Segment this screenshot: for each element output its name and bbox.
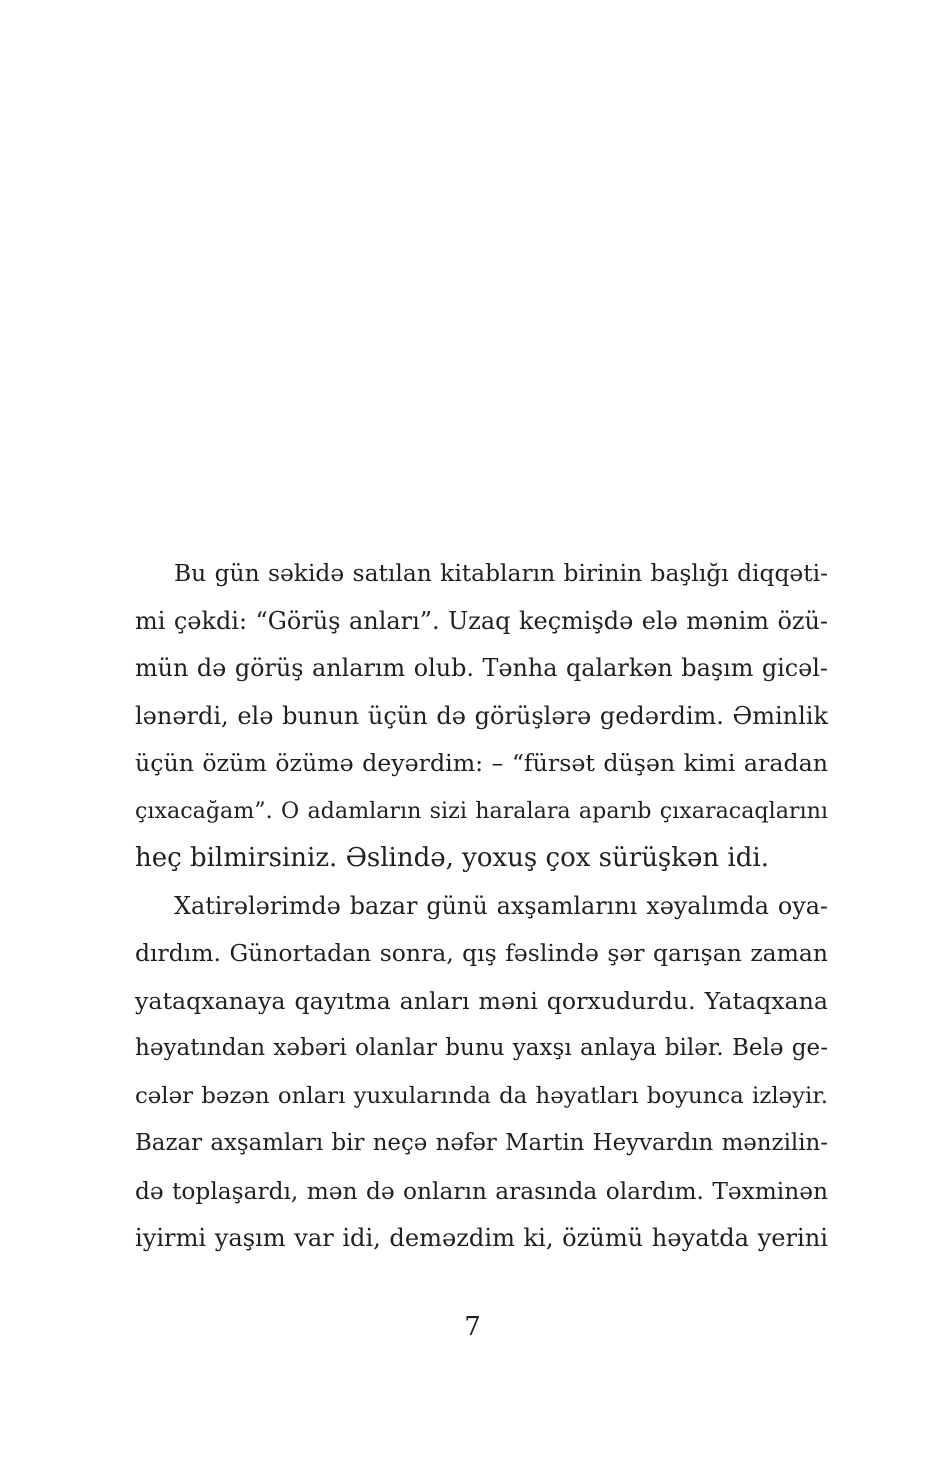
text-line: Bu gün səkidə satılan kitabların birinin başlığı diqqəti-	[174, 559, 828, 587]
text-line: heç bilmirsiniz. Əslində, yoxuş çox sürüşkən idi.	[135, 843, 769, 873]
text-line: çıxacağam”. O adamların sizi haralara aparıb çıxaracaqlarını	[135, 797, 828, 824]
text-line: də toplaşardı, mən də onların arasında olardım. Təxminən	[135, 1177, 828, 1205]
text-line: mün də görüş anlarım olub. Tənha qalarkən başım gicəl-	[135, 654, 828, 682]
body-text	[135, 550, 828, 1263]
text-line: həyatından xəbəri olanlar bunu yaxşı anlaya bilər. Belə ge-	[135, 1035, 828, 1061]
text-line: cələr bəzən onları yuxularında da həyatları boyunca izləyir.	[135, 1082, 828, 1109]
text-line: mi çəkdi: “Görüş anları”. Uzaq keçmişdə elə mənim özü-	[135, 606, 828, 635]
text-line: Xatirələrimdə bazar günü axşamlarını xəyalımda oya-	[174, 891, 828, 920]
text-line: yataqxanaya qayıtma anları məni qorxudurdu. Yataqxana	[135, 986, 828, 1015]
page-number: 7	[464, 1312, 481, 1342]
text-line: Bazar axşamları bir neçə nəfər Martin Heyvardın mənzilin-	[135, 1130, 828, 1156]
text-line: iyirmi yaşım var idi, deməzdim ki, özümü həyatda yerini	[135, 1224, 828, 1252]
text-line: dırdım. Günortadan sonra, qış fəslində şər qarışan zaman	[135, 939, 828, 967]
text-line: lənərdi, elə bunun üçün də görüşlərə gedərdim. Əminlik	[135, 701, 828, 730]
text-line: üçün özüm özümə deyərdim: – “fürsət düşən kimi aradan	[135, 749, 828, 777]
